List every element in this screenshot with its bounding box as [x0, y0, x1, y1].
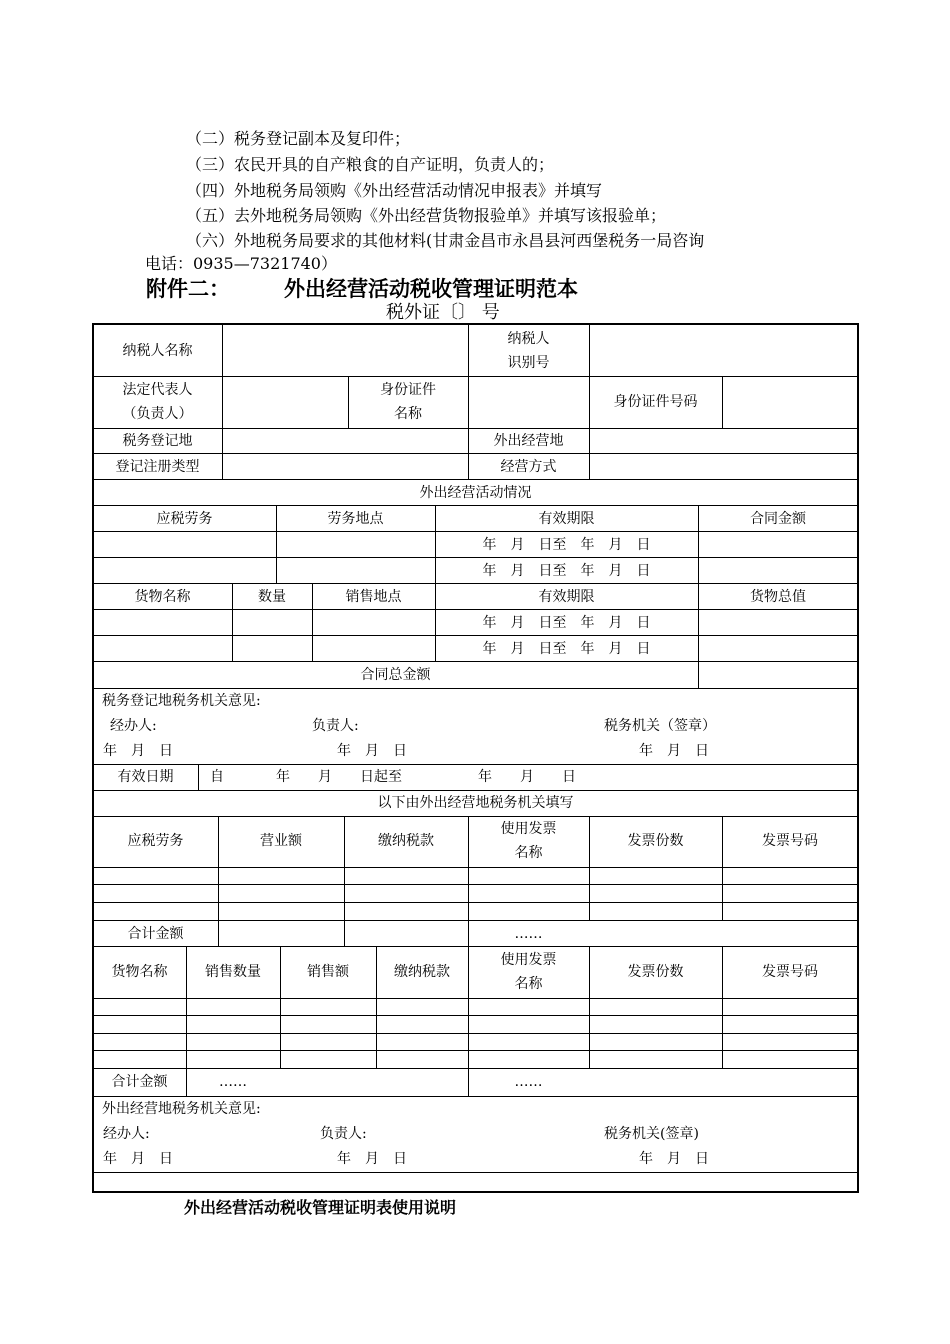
cert-number: 税外证〔〕 号: [386, 302, 500, 323]
label-id-number: 身份证件号码: [613, 394, 698, 410]
footer-title: 外出经营活动税收管理证明表使用说明: [184, 1198, 457, 1217]
header-contract-amount: 合同金额: [750, 511, 806, 527]
ellipsis-2: ……: [219, 1074, 247, 1090]
phone-line: 电话：0935—7321740）: [145, 254, 337, 273]
header-tax-paid-2: 缴纳税款: [394, 964, 450, 980]
intro-line-2: （二）税务登记副本及复印件；: [186, 129, 411, 148]
header-invoice-4: 名称: [514, 976, 543, 992]
header-goods-name: 货物名称: [134, 589, 191, 605]
label-contract-total: 合同总金额: [360, 667, 431, 683]
label-legal-rep-1: 法定代表人: [122, 382, 193, 398]
dest-date-3: 年 月 日: [639, 1151, 709, 1167]
title-prefix: 附件二：: [146, 277, 230, 301]
header-invoice-2: 名称: [514, 845, 543, 861]
dest-opinion-label: 外出经营地税务机关意见:: [102, 1101, 261, 1117]
header-goods-total: 货物总值: [750, 589, 806, 605]
label-taxpayer-id-1: 纳税人: [507, 331, 550, 347]
reg-seal: 税务机关（签章）: [604, 718, 716, 734]
date-range-3: 年 月 日至 年 月 日: [482, 615, 651, 631]
header-sales-place: 销售地点: [345, 589, 402, 605]
header-service: 应税劳务: [156, 511, 213, 527]
reg-date-2: 年 月 日: [337, 743, 407, 759]
dest-date-1: 年 月 日: [103, 1151, 173, 1167]
header-service-2: 应税劳务: [127, 833, 184, 849]
reg-date-3: 年 月 日: [639, 743, 709, 759]
label-biz-place: 外出经营地: [493, 433, 564, 449]
header-quantity: 数量: [258, 589, 286, 605]
label-total-amount-1: 合计金额: [127, 926, 184, 942]
reg-handler: 经办人:: [110, 718, 157, 734]
date-range-4: 年 月 日至 年 月 日: [482, 641, 651, 657]
ellipsis-3: ……: [514, 1074, 543, 1090]
ellipsis-1: ……: [514, 926, 543, 942]
reg-opinion-label: 税务登记地税务机关意见:: [102, 693, 261, 709]
label-reg-type: 登记注册类型: [115, 459, 200, 475]
label-legal-rep-2: （负责人）: [122, 406, 193, 422]
label-biz-mode: 经营方式: [500, 459, 557, 475]
header-valid-period: 有效期限: [538, 511, 595, 527]
label-valid-date: 有效日期: [117, 769, 174, 785]
header-invoice-count: 发票份数: [627, 833, 684, 849]
intro-line-6: （六）外地税务局要求的其他材料(甘肃金昌市永昌县河西堡税务一局咨询: [186, 231, 705, 250]
header-turnover: 营业额: [260, 833, 302, 849]
label-id-doc-2: 名称: [394, 406, 422, 422]
section-fill: 以下由外出经营地税务机关填写: [377, 795, 574, 811]
header-invoice-1: 使用发票: [500, 821, 557, 837]
reg-date-1: 年 月 日: [103, 743, 173, 759]
header-invoice-no: 发票号码: [762, 833, 818, 849]
intro-line-3: （三）农民开具的自产粮食的自产证明，负责人的；: [186, 155, 555, 174]
header-invoice-count-2: 发票份数: [627, 964, 684, 980]
section-activity: 外出经营活动情况: [419, 485, 532, 501]
date-range-1: 年 月 日至 年 月 日: [482, 537, 651, 553]
intro-line-4: （四）外地税务局领购《外出经营活动情况申报表》并填写: [186, 181, 603, 200]
header-invoice-no-2: 发票号码: [762, 964, 818, 980]
valid-start: 年 月 日起至: [276, 769, 402, 785]
header-valid-period-2: 有效期限: [538, 589, 595, 605]
header-service-place: 劳务地点: [327, 511, 384, 527]
valid-end: 年 月 日: [478, 769, 576, 785]
valid-from: 自: [210, 769, 224, 785]
header-sales-qty: 销售数量: [205, 964, 261, 980]
label-taxpayer-id-2: 识别号: [507, 355, 550, 371]
header-goods-name-2: 货物名称: [111, 964, 168, 980]
label-reg-place: 税务登记地: [122, 433, 193, 449]
label-taxpayer-name: 纳税人名称: [122, 343, 193, 359]
reg-leader: 负责人:: [312, 718, 359, 734]
header-tax-paid: 缴纳税款: [378, 833, 434, 849]
page-title: 外出经营活动税收管理证明范本: [284, 277, 578, 301]
dest-date-2: 年 月 日: [337, 1151, 407, 1167]
label-total-amount-2: 合计金额: [111, 1074, 168, 1090]
label-id-doc-1: 身份证件: [380, 382, 436, 398]
dest-leader: 负责人:: [320, 1126, 367, 1142]
intro-line-5: （五）去外地税务局领购《外出经营货物报验单》并填写该报验单；: [186, 206, 667, 225]
header-sales-amount: 销售额: [307, 964, 349, 980]
dest-seal: 税务机关(签章): [604, 1126, 699, 1142]
header-invoice-3: 使用发票: [500, 952, 557, 968]
dest-handler: 经办人:: [103, 1126, 150, 1142]
date-range-2: 年 月 日至 年 月 日: [482, 563, 651, 579]
